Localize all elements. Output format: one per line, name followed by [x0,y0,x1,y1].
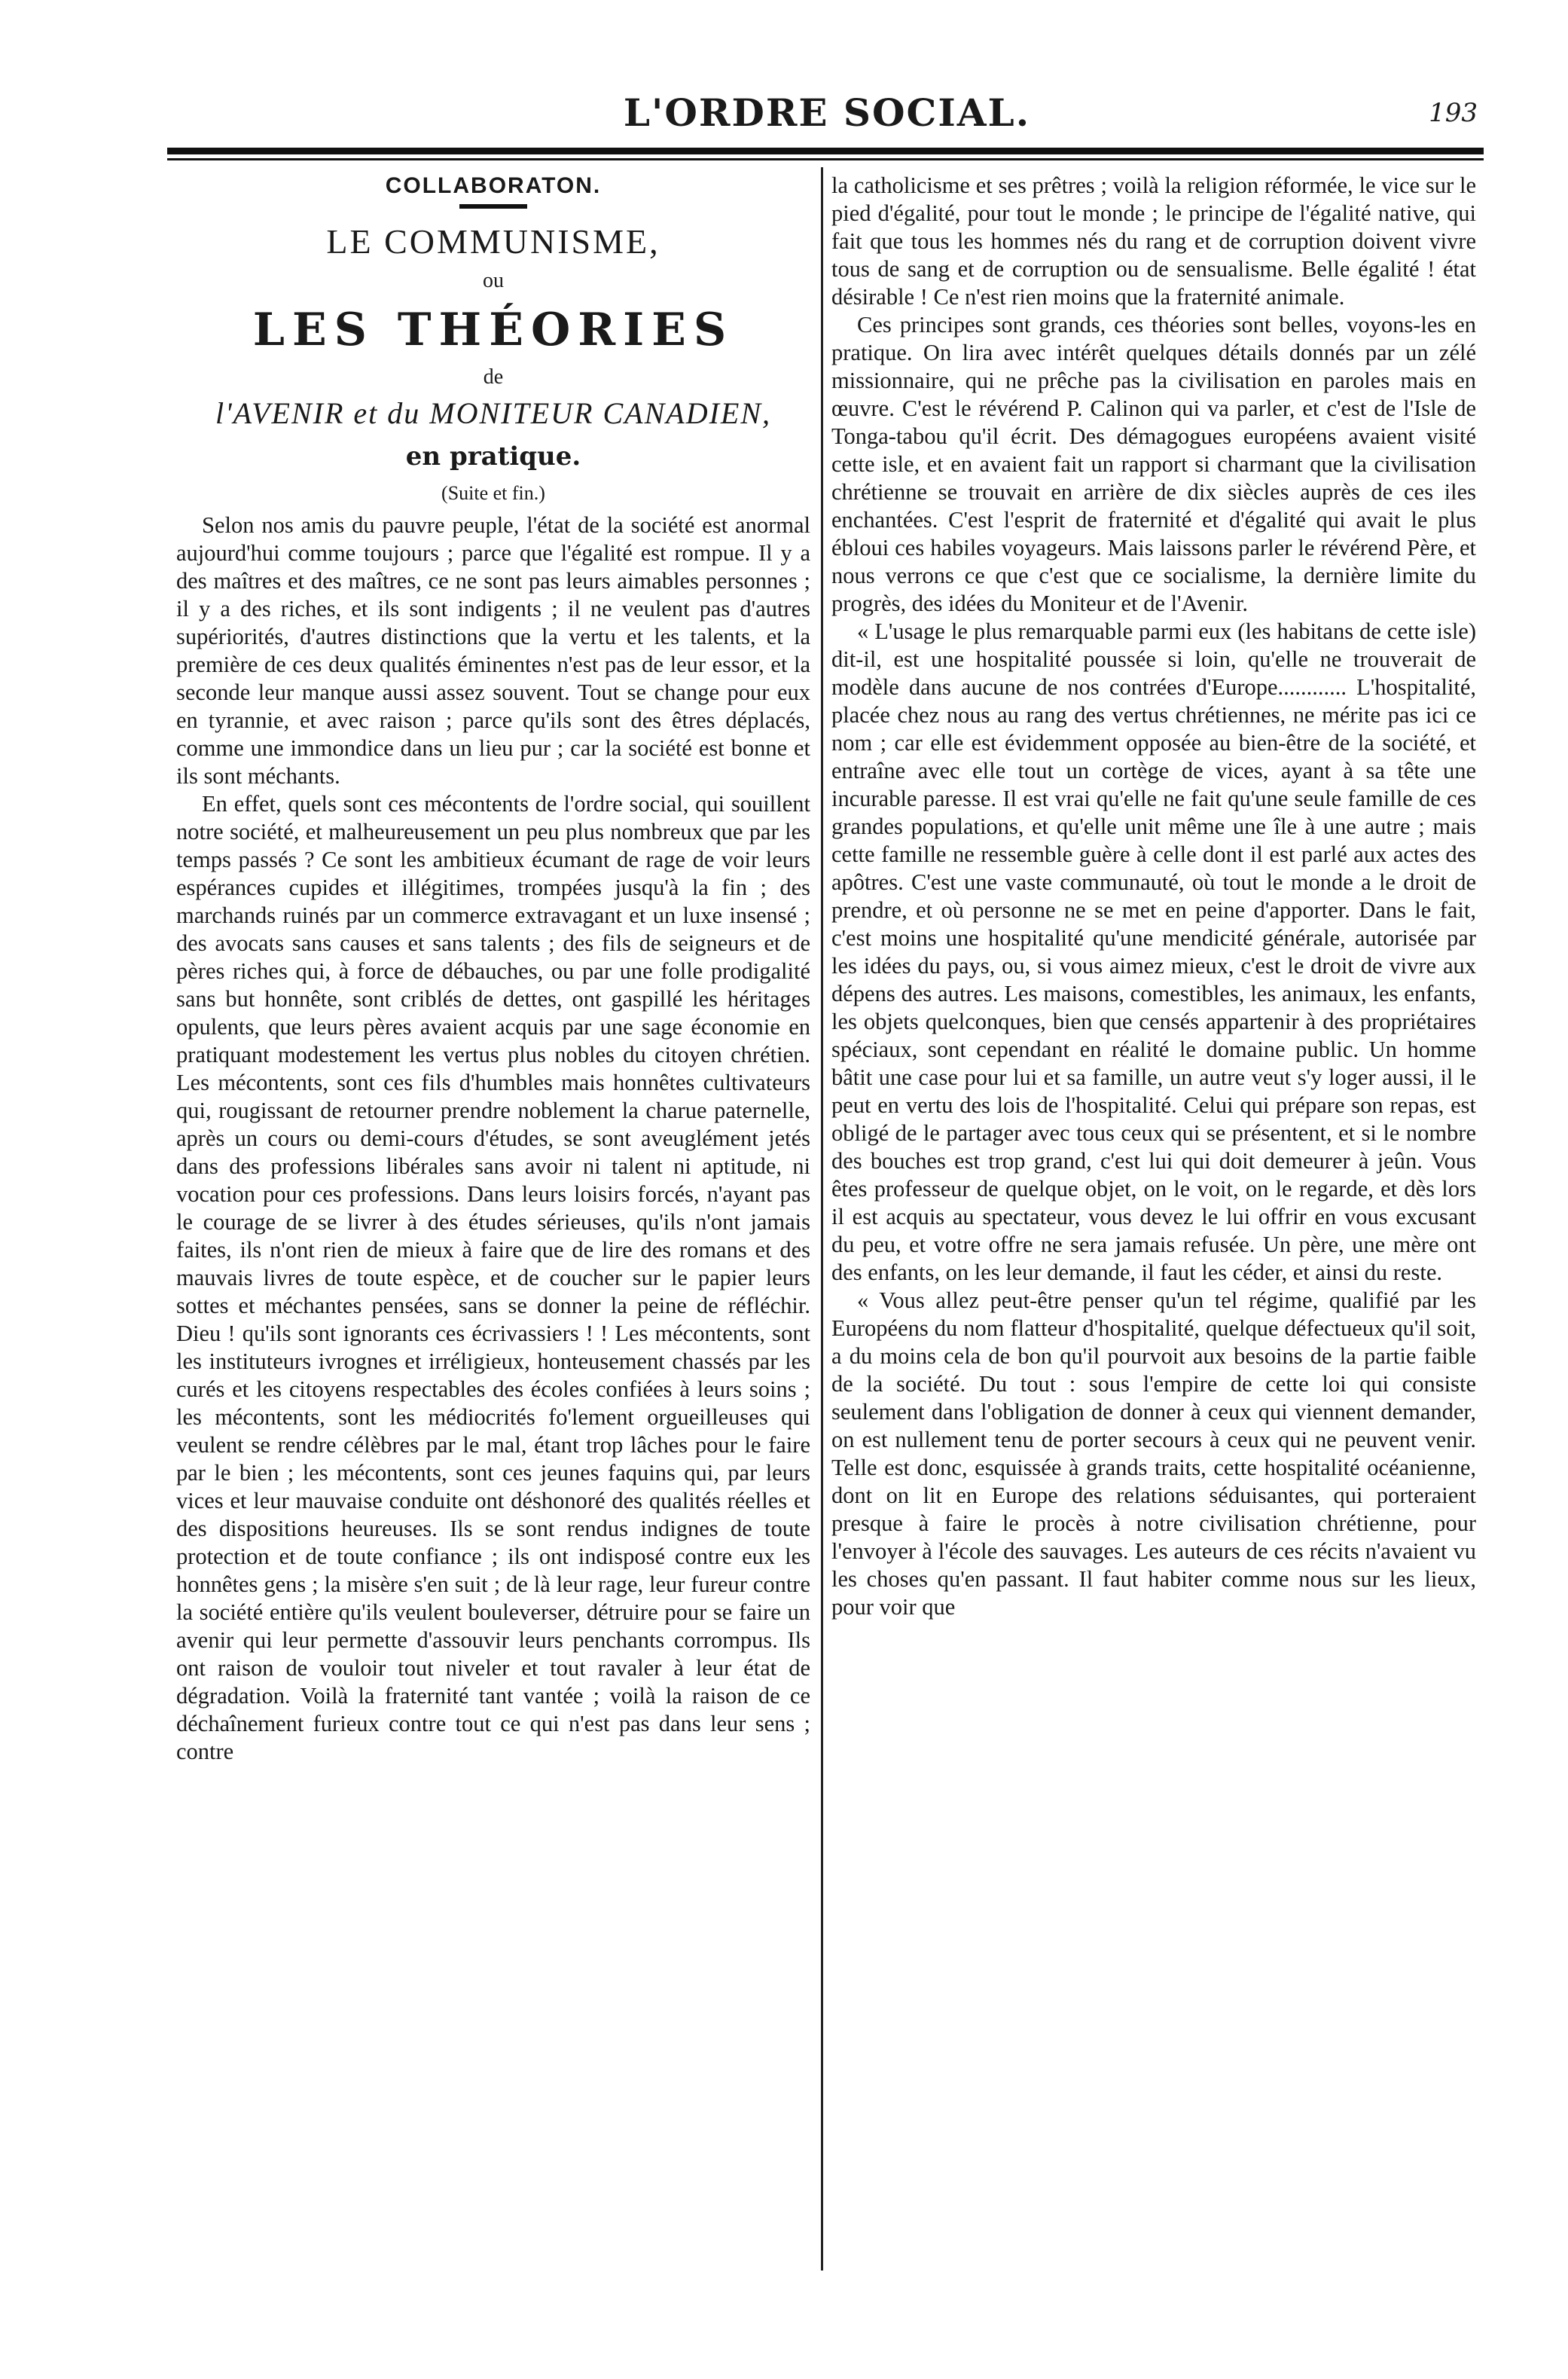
continuation-note: (Suite et fin.) [441,482,545,504]
title-blackletter: LES THÉORIES [252,304,734,356]
article-subject: l'AVENIR et du MONITEUR CANADIEN, [215,396,772,430]
paragraph: En effet, quels sont ces mécontents de l'ordre social, qui souillent notre société, et malheureusement un peu plus nombreux que par les temps passés ? Ce sont les ambitieux écumant de rage de voir leurs espérances cupides et illégitimes, trompées jusqu'à la fin ; des marchands ruinés par un commerce extravagant et un luxe insensé ; des avocats sans causes et sans talents ; des fils de seigneurs et de pères riches qui, à force de débauches, ou par une folle prodigalité sans but honnête, sont criblés de dettes, ont gaspillé les héritages opulents, que leurs pères avaient acquis par une sage économie en pratiquant modestement les vertus plus nobles du citoyen chrétien. Les mécontents, sont ces fils d'humbles mais honnêtes cultivateurs qui, rougissant de retourner prendre noblement la charue paternelle, après un cours ou demi-cours d'études, se sont aveuglément jetés dans des professions libérales sans avoir ni talent ni aptitude, ni vocation pour ces professions. Dans leurs loisirs forcés, n'ayant pas le courage de se livrer à des études sérieuses, qu'ils n'ont jamais faites, ils n'ont rien de mieux à faire que de lire des romans et des mauvais livres de toute espèce, et de coucher sur le papier leurs sottes et méchantes pensées, sans se donner la peine de réfléchir. Dieu ! qu'ils sont ignorants ces écrivassiers ! ! Les mécontents, sont les instituteurs ivrognes et irréligieux, honteusement chassés par les curés et les citoyens respectables des écoles confiées à leurs soins ; les mécontents, sont les médiocrités fo'lement orgueilleuses qui veulent se rendre célèbres par le mal, étant trop lâches pour le faire par le bien ; les mécontents, sont ces jeunes faquins qui, par leurs vices et leur mauvaise conduite ont déshonoré des qualités réelles et des dispositions heureuses. Ils se sont rendus indignes de toute protection et de toute confiance ; ils ont indisposé contre eux les honnêtes gens ; la misère s'en suit ; de là leur rage, leur fureur contre la société entière qu'ils veulent bouleverser, détruire pour se faire un avenir qui leur permette d'assouvir leurs penchants corrompus. Ils ont raison de vouloir tout niveler et tout ravaler à leur état de dégradation. Voilà la fraternité tant vantée ; voilà la raison de ce déchaînement furieux contre tout ce qui n'est pas dans leur sens ; contre [176,791,810,1764]
article-title: LE COMMUNISME, [326,222,660,261]
page-number: 193 [1429,98,1478,128]
paragraph: Selon nos amis du pauvre peuple, l'état de la société est anormal aujourd'hui comme toujours ; parce que l'égalité est rompue. Il y a des maîtres et des maîtres, ce ne sont pas leurs aimables personnes ; il y a des riches, et ils sont indigents ; il ne veulent pas d'autres supériorités, d'autres distinctions que la vertu et les talents, et la première de ces deux qualités éminentes n'est pas de leur essor, et la seconde leur manque aussi assez souvent. Tout se change pour eux en tyrannie, et avec raison ; parce qu'ils sont des êtres déplacés, comme une immondice dans un lieu pur ; car la société est bonne et ils sont méchants. [176,512,810,789]
header-rule-thin [167,158,1484,160]
title-connector-de: de [483,365,504,389]
paragraph: « Vous allez peut-être penser qu'un tel régime, qualifié par les Européens du nom flatteur d'hospitalité, quelque défectueux qu'il soit, a du moins cela de bon qu'il pourvoit aux besoins de la partie faible de la société. Du tout : sous l'empire de cette loi qui consiste seulement dans l'obligation de donner à ceux qui viennent demander, on est nullement tenu de porter secours à ceux qui ne peuvent venir. Telle est donc, esquissée à grands traits, cette hospitalité océanienne, dont on lit en Europe des relations séduisantes, qui porteraient presque à faire le procès à notre civilisation chrétienne, pour l'envoyer à l'école des sauvages. Les auteurs de ces récits n'avaient vu les choses qu'en passant. Il faut habiter comme nous sur les lieux, pour voir que [831,1287,1476,1620]
paragraph: Ces principes sont grands, ces théories sont belles, voyons-les en pratique. On lira avec intérêt quelques détails donnés par un zélé missionnaire, qui ne prêche pas la civilisation en paroles mais en œuvre. C'est le révérend P. Calinon qui va parler, et c'est de l'Isle de Tonga-tabou qu'il écrit. Des démagogues européens avaient visité cette isle, et en avaient fait un rapport si charmant que la civilisation chrétienne se trouvait en arrière de dix siècles auprès de ces iles enchantées. C'est l'esprit de fraternité et d'égalité qui avait le plus ébloui ces habiles voyageurs. Mais laissons parler le révérend Père, et nous verrons ce que c'est que ce socialisme, la dernière limite du progrès, des idées du Moniteur et de l'Avenir. [831,312,1476,616]
article-in-practice: en pratique. [405,441,581,472]
column-divider [821,167,823,2271]
article-kicker: COLLABORATON. [385,173,602,198]
running-title: L'ORDRE SOCIAL. [623,90,1031,135]
kicker-rule [459,204,527,209]
left-column [176,172,810,1766]
right-column [831,172,1476,1621]
paragraph: « L'usage le plus remarquable parmi eux (les habitans de cette isle) dit-il, est une hospitalité poussée si loin, qu'elle ne trouverait de modèle dans aucune de nos contrées d'Europe............ L'hospitalité, placée chez nous au rang des vertus chrétiennes, ne mérite pas ici ce nom ; car elle est évidemment opposée au bien-être de la société, et entraîne avec elle tout un cortège de vices, ayant à sa tête une incurable paresse. Il est vrai qu'elle ne fait qu'une seule famille de ces grandes populations, et qu'elle unit même une île à une autre ; mais cette famille ne ressemble guère à celle dont il est parlé aux actes des apôtres. C'est une vaste communauté, où tout le monde a le droit de prendre, et où personne ne se met en peine d'apporter. Dans le fait, c'est moins une hospitalité qu'une mendicité générale, autorisée par les idées du pays, ou, si vous aimez mieux, c'est le droit de vivre aux dépens des autres. Les maisons, comestibles, les animaux, les enfants, les objets quelconques, bien que censés appartenir à des propriétaires spéciaux, sont cependant en réalité le domaine public. Un homme bâtit une case pour lui et sa famille, un autre veut s'y loger aussi, il le peut en vertu des lois de l'hospitalité. Celui qui prépare son repas, est obligé de le partager avec tous ceux qui se présentent, et si le nombre des bouches est trop grand, c'est lui qui doit demeurer à jeûn. Vous êtes professeur de quelque objet, on le voit, on le regarde, et dès lors il est acquis au spectateur, vous devez le lui offrir en vous excusant du peu, et votre offre ne sera jamais refusée. Un père, une mère ont des enfants, on les leur demande, il faut les céder, et ainsi du reste. [831,618,1476,1285]
page-header [176,90,1478,143]
header-rule-thick [167,148,1484,154]
paragraph: la catholicisme et ses prêtres ; voilà la religion réformée, le vice sur le pied d'égalité, pour tout le monde ; le principe de l'égalité native, qui fait que tous les hommes nés du rang et de corruption doivent vivre tous de sang et de corruption ou de sensualisme. Belle égalité ! état désirable ! Ce n'est rien moins que la fraternité animale. [831,173,1476,310]
title-connector-ou: ou [483,269,504,292]
